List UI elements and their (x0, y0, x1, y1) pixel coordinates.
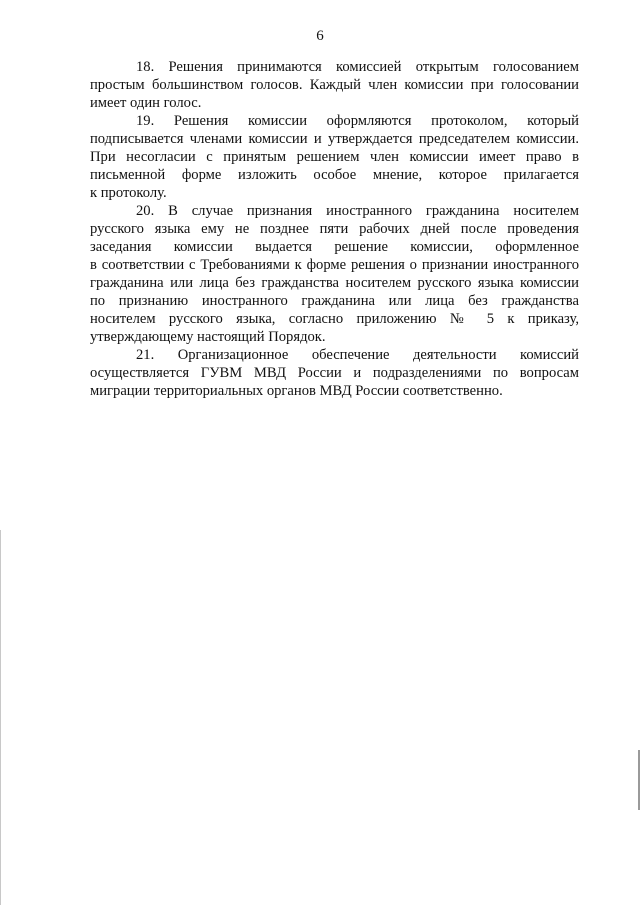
paragraph-18-line: имеет один голос. (90, 95, 202, 111)
document-body (90, 58, 579, 400)
paragraph-20-line: заседания комиссии выдается решение комиссии, оформленное (90, 239, 579, 255)
paragraph-20-line: носителем русского языка, согласно приложению № 5 к приказу, (90, 311, 579, 327)
paragraph-21-line: 21. Организационное обеспечение деятельности комиссий (136, 347, 579, 363)
paragraph-19-line: 19. Решения комиссии оформляются протоколом, который (136, 113, 579, 129)
page-number: 6 (316, 28, 324, 44)
paragraph-21-line: миграции территориальных органов МВД России соответственно. (90, 383, 503, 399)
scan-edge-left (0, 530, 1, 905)
paragraph-20-line: 20. В случае признания иностранного гражданина носителем (136, 203, 579, 219)
paragraph-20-line: русского языка ему не позднее пяти рабочих дней после проведения (90, 221, 579, 237)
paragraph-20-line: в соответствии с Требованиями к форме решения о признании иностранного (90, 257, 579, 273)
paragraph-19-line: подписывается членами комиссии и утверждается председателем комиссии. (90, 131, 579, 147)
paragraph-20-line: по признанию иностранного гражданина или лица без гражданства (90, 293, 579, 309)
paragraph-19-line: При несогласии с принятым решением член комиссии имеет право в (90, 149, 579, 165)
paragraph-18-line: простым большинством голосов. Каждый член комиссии при голосовании (90, 77, 579, 93)
paragraph-20-line: гражданина или лица без гражданства носителем русского языка комиссии (90, 275, 579, 291)
paragraph-19-line: к протоколу. (90, 185, 167, 201)
paragraph-21-line: осуществляется ГУВМ МВД России и подразделениями по вопросам (90, 365, 579, 381)
paragraph-18-line: 18. Решения принимаются комиссией открытым голосованием (136, 59, 579, 75)
paragraph-19-line: письменной форме изложить особое мнение, которое прилагается (90, 167, 579, 183)
paragraph-20-line: утверждающему настоящий Порядок. (90, 329, 326, 345)
